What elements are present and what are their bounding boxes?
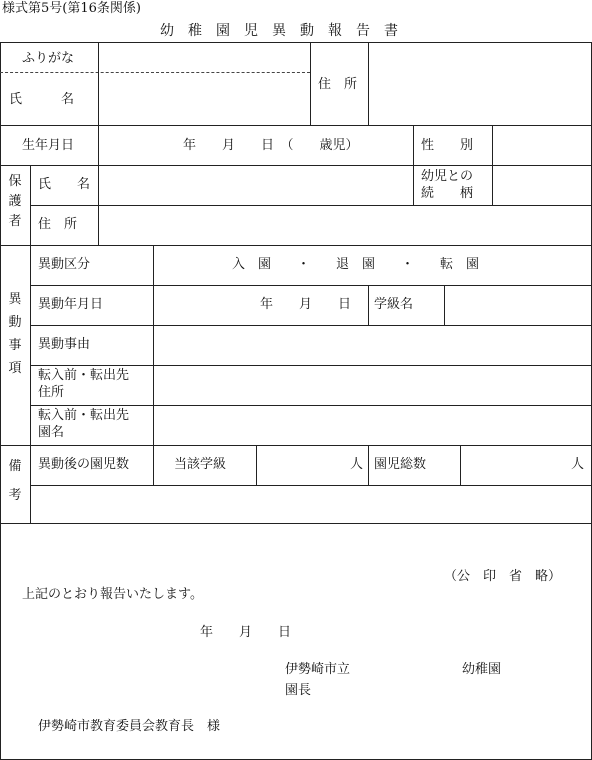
- change-section-label: 異 動 事 項: [8, 292, 22, 376]
- change-type-value: 入 園 ・ 退 園 ・ 転 園: [232, 257, 480, 272]
- child-name-label: 氏 名: [9, 92, 75, 107]
- notes-section-label: 備 考: [8, 459, 22, 503]
- principal-label: 園長: [285, 683, 312, 698]
- change-type-label: 異動区分: [38, 257, 91, 272]
- relation-label-2: 続 柄: [421, 186, 474, 201]
- form-number: 様式第5号(第16条関係): [2, 1, 141, 16]
- prev-school-label-1: 転入前・転出先: [38, 408, 130, 423]
- addressee: 伊勢崎市教育委員会教育長 様: [38, 719, 221, 734]
- kindergarten-label: 幼稚園: [462, 662, 502, 677]
- prev-address-label-1: 転入前・転出先: [38, 368, 130, 383]
- page-title: 幼 稚 園 児 異 動 報 告 書: [160, 23, 398, 39]
- change-reason-label: 異動事由: [38, 337, 91, 352]
- report-date: 年 月 日: [200, 625, 292, 640]
- class-count-unit: 人: [350, 457, 364, 472]
- birth-date-label: 生年月日: [22, 138, 75, 153]
- furigana-label: ふりがな: [22, 51, 75, 66]
- report-statement: 上記のとおり報告いたします。: [22, 587, 203, 602]
- class-count-label: 当該学級: [174, 457, 227, 472]
- total-count-unit: 人: [571, 457, 585, 472]
- school-city-label: 伊勢崎市立: [285, 662, 351, 677]
- guardian-section-label: 保 護 者: [8, 174, 22, 229]
- child-address-label: 住 所: [318, 77, 358, 92]
- class-name-label: 学級名: [374, 297, 414, 312]
- guardian-address-label: 住 所: [38, 217, 78, 232]
- birth-date-value: 年 月 日 （ 歳児）: [183, 138, 359, 153]
- relation-label-1: 幼児との: [421, 169, 474, 184]
- change-date-label: 異動年月日: [38, 297, 104, 312]
- sex-label: 性 別: [421, 138, 474, 153]
- child-count-label: 異動後の園児数: [38, 457, 130, 472]
- total-count-label: 園児総数: [374, 457, 427, 472]
- prev-school-label-2: 園名: [38, 425, 65, 440]
- seal-omitted-note: （公 印 省 略）: [444, 569, 562, 584]
- guardian-name-label: 氏 名: [38, 177, 91, 192]
- prev-address-label-2: 住所: [38, 385, 65, 400]
- change-date-value: 年 月 日: [260, 297, 352, 312]
